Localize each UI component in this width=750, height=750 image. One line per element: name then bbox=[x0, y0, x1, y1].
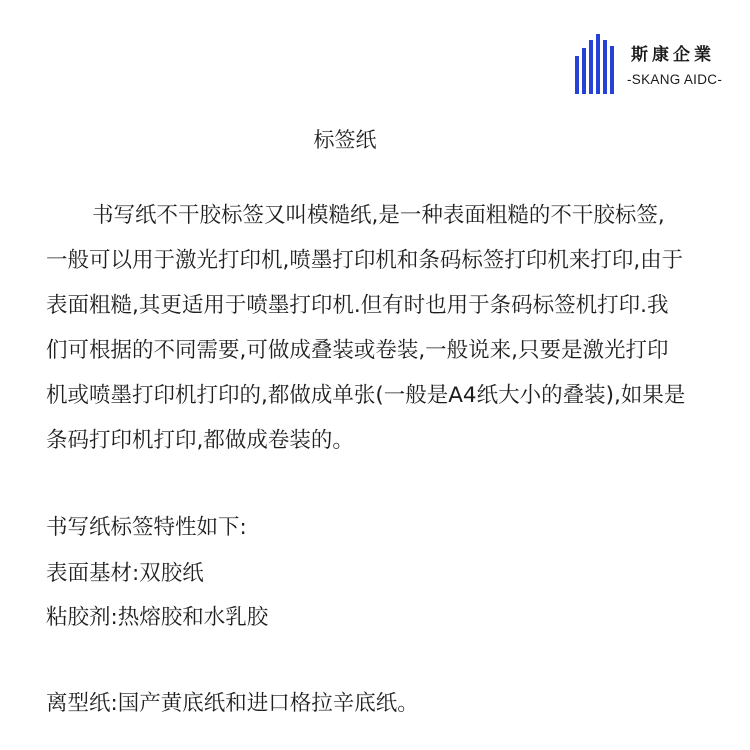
property-adhesive: 粘胶剂:热熔胶和水乳胶 bbox=[46, 605, 269, 630]
page-title: 标签纸 bbox=[313, 128, 377, 152]
property-release-paper: 离型纸:国产黄底纸和进口格拉辛底纸。 bbox=[46, 691, 419, 716]
property-surface-material: 表面基材:双胶纸 bbox=[46, 561, 204, 586]
company-logo bbox=[575, 34, 725, 96]
properties-heading: 书写纸标签特性如下: bbox=[46, 515, 247, 540]
company-subtitle: -SKANG AIDC- bbox=[627, 72, 723, 87]
company-name: 斯康企業 bbox=[631, 45, 715, 65]
logo-bars-icon bbox=[575, 34, 619, 94]
intro-paragraph: 书写纸不干胶标签又叫模糙纸,是一种表面粗糙的不干胶标签,一般可以用于激光打印机,喷墨打印机和条码标签打印机来打印,由于表面粗糙,其更适用于喷墨打印机.但有时也用于条码标签机打印.我们可根据的不同需要,可做成叠装或卷装,一般说来,只要是激光打印机或喷墨打印机打印的,都做成单张(一般是A4纸大小的叠装),如果是条码打印机打印,都做成卷装的。 bbox=[46, 203, 686, 453]
